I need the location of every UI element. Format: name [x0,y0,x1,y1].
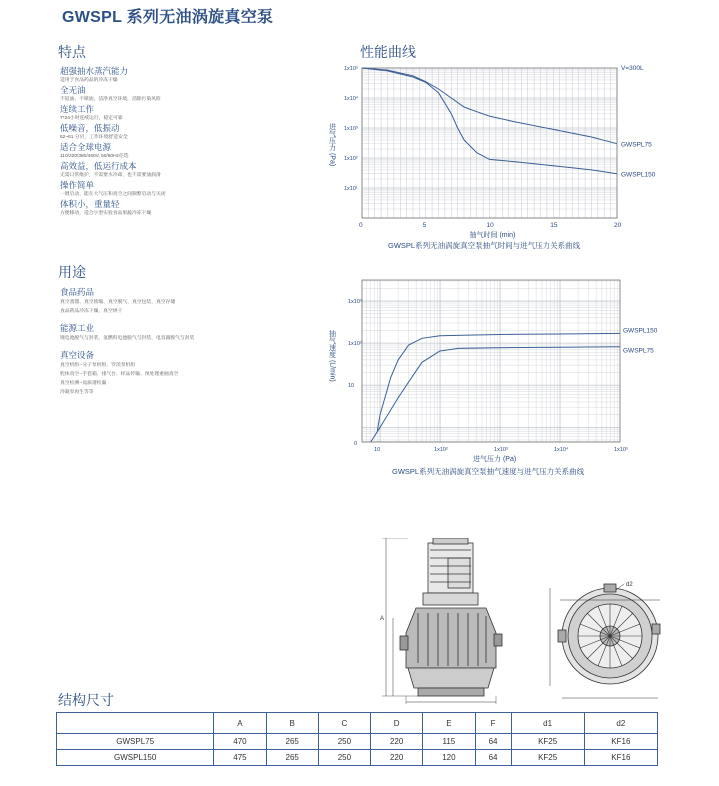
y-axis-label: 进气压力 (Pa) [328,123,336,167]
header-cell: d1 [511,713,584,734]
y-tick-label: 1x10² [348,341,362,348]
use-line: 冷凝泵再生等等 [60,390,94,395]
table-cell: KF25 [511,734,584,750]
table-cell: 115 [423,734,475,750]
use-line: 腔体真空--手套箱、排气台、样品传输、预处理重抽真空 [60,372,179,377]
pump-technical-drawing [378,538,668,708]
feature-desc: 110/220/380/460V, 50/60Hz任选 [60,154,129,159]
use-group-title: 食品药品 [60,287,95,297]
table-cell: 265 [266,734,318,750]
y-tick-label: 0 [354,441,358,447]
use-line: 真空机组--分子泵机组、罗茨泵机组 [60,363,136,368]
feature-title: 操作简单 [60,180,95,190]
table-cell: GWSPL75 [57,734,214,750]
header-cell: C [318,713,370,734]
x-tick-label: 1x10² [434,447,448,453]
x-tick-label: 20 [614,222,622,229]
table-cell: 470 [214,734,266,750]
x-tick-label: 15 [550,222,558,229]
dimensions-heading: 结构尺寸 [58,692,114,708]
pumpdown-time-chart [320,58,715,258]
series-label: GWSPL150 [621,171,656,179]
dim-d2-label: d2 [626,582,633,588]
x-tick-label: 10 [486,222,494,229]
table-row [57,734,658,750]
table-cell: KF25 [511,750,584,766]
dimensions-table [56,712,658,766]
table-cell: 220 [371,734,423,750]
table-cell: KF16 [584,734,657,750]
y-axis-label: 抽气速度 (L/min) [328,330,336,382]
page-title: GWSPL 系列无油涡旋真空泵 [62,9,274,26]
feature-desc: 方便移动，适合小型实验食品果蔬冷冻干燥 [60,211,152,216]
y-tick-label: 1x10² [344,156,358,162]
table-cell: 64 [475,734,511,750]
y-tick-label: 1x10¹ [344,186,358,192]
pumping-speed-chart [320,270,715,480]
feature-desc: 不返油、不喷油，洁净真空环境，消除污染风险 [60,97,161,102]
x-axis-label: 进气压力 (Pa) [473,456,517,463]
x-tick-label: 10 [374,447,381,453]
use-line: 食品药品冷冻干燥、真空烘干 [60,309,123,314]
y-tick-label: 1x10³ [344,126,358,132]
feature-title: 超强抽水蒸汽能力 [60,66,129,76]
uses-list [60,286,320,397]
chart-annotation: V=300L [621,65,644,72]
x-tick-label: 1x10⁵ [614,447,629,453]
x-axis-label: 抽气时间 (min) [469,232,516,239]
header-cell [57,713,214,734]
series-label: GWSPL75 [621,141,652,149]
table-cell: 250 [318,734,370,750]
use-group-title: 能源工业 [60,323,95,333]
y-tick-label: 1x10⁵ [344,66,359,72]
use-line: 真空蒸馏、真空浓缩、真空脱气、真空包装、真空存储 [60,300,176,305]
header-cell: F [475,713,511,734]
table-cell: 64 [475,750,511,766]
series-label: GWSPL75 [623,347,654,355]
dim-a-label: A [380,616,385,622]
chart-caption: GWSPL系列无油涡旋真空泵抽气速度与进气压力关系曲线 [392,467,585,476]
use-line: 锂电池脱气与封装、氢燃料电池脱气与封装、电容器脱气与封装 [60,336,195,341]
table-cell: 250 [318,750,370,766]
table-cell: GWSPL150 [57,750,214,766]
x-tick-label: 5 [422,222,427,229]
use-group-title: 真空设备 [60,350,95,360]
feature-title: 高效益，低运行成本 [60,161,137,171]
y-tick-label: 1x10⁴ [344,96,359,102]
table-cell: KF16 [584,750,657,766]
table-cell: 265 [266,750,318,766]
x-tick-label: 1x10⁴ [554,447,569,453]
performance-heading: 性能曲线 [360,44,416,60]
uses-heading: 用途 [58,264,86,280]
table-cell: 120 [423,750,475,766]
header-cell: B [266,713,318,734]
chart-caption: GWSPL系列无油涡旋真空泵抽气时间与进气压力关系曲线 [388,241,581,250]
table-cell: 475 [214,750,266,766]
y-tick-label: 1x10³ [348,299,362,306]
feature-title: 全无油 [60,85,86,95]
table-cell: 220 [371,750,423,766]
features-heading: 特点 [58,44,86,60]
header-cell: D [371,713,423,734]
header-cell: A [214,713,266,734]
feature-title: 体积小，重量轻 [60,199,120,209]
feature-title: 低噪音，低振动 [60,123,120,133]
feature-desc: 无需日常维护，不需要水冷却，也不需要油润滑 [60,173,161,178]
table-header-row [57,713,658,734]
series-line-GWSPL75 [371,347,620,442]
use-line: 真空检测--氦质谱检漏 [60,381,107,386]
feature-title: 连续工作 [60,104,95,114]
feature-desc: 52~61 分贝，工作环境舒适安全 [60,135,128,140]
feature-desc: 7*24小时连续运行，稳定可靠 [60,116,123,121]
header-cell: E [423,713,475,734]
table-row [57,750,658,766]
feature-desc: 一键启动，能在大气压和真空之间频繁启动与关闭 [60,192,166,197]
features-list [60,66,320,218]
x-tick-label: 1x10³ [494,447,508,453]
header-cell: d2 [584,713,657,734]
feature-title: 适合全球电源 [60,142,112,152]
feature-desc: 适用于食品药品的冷冻干燥 [60,78,118,83]
y-tick-label: 10 [348,383,355,390]
series-label: GWSPL150 [623,327,658,335]
x-tick-label: 0 [359,222,363,229]
